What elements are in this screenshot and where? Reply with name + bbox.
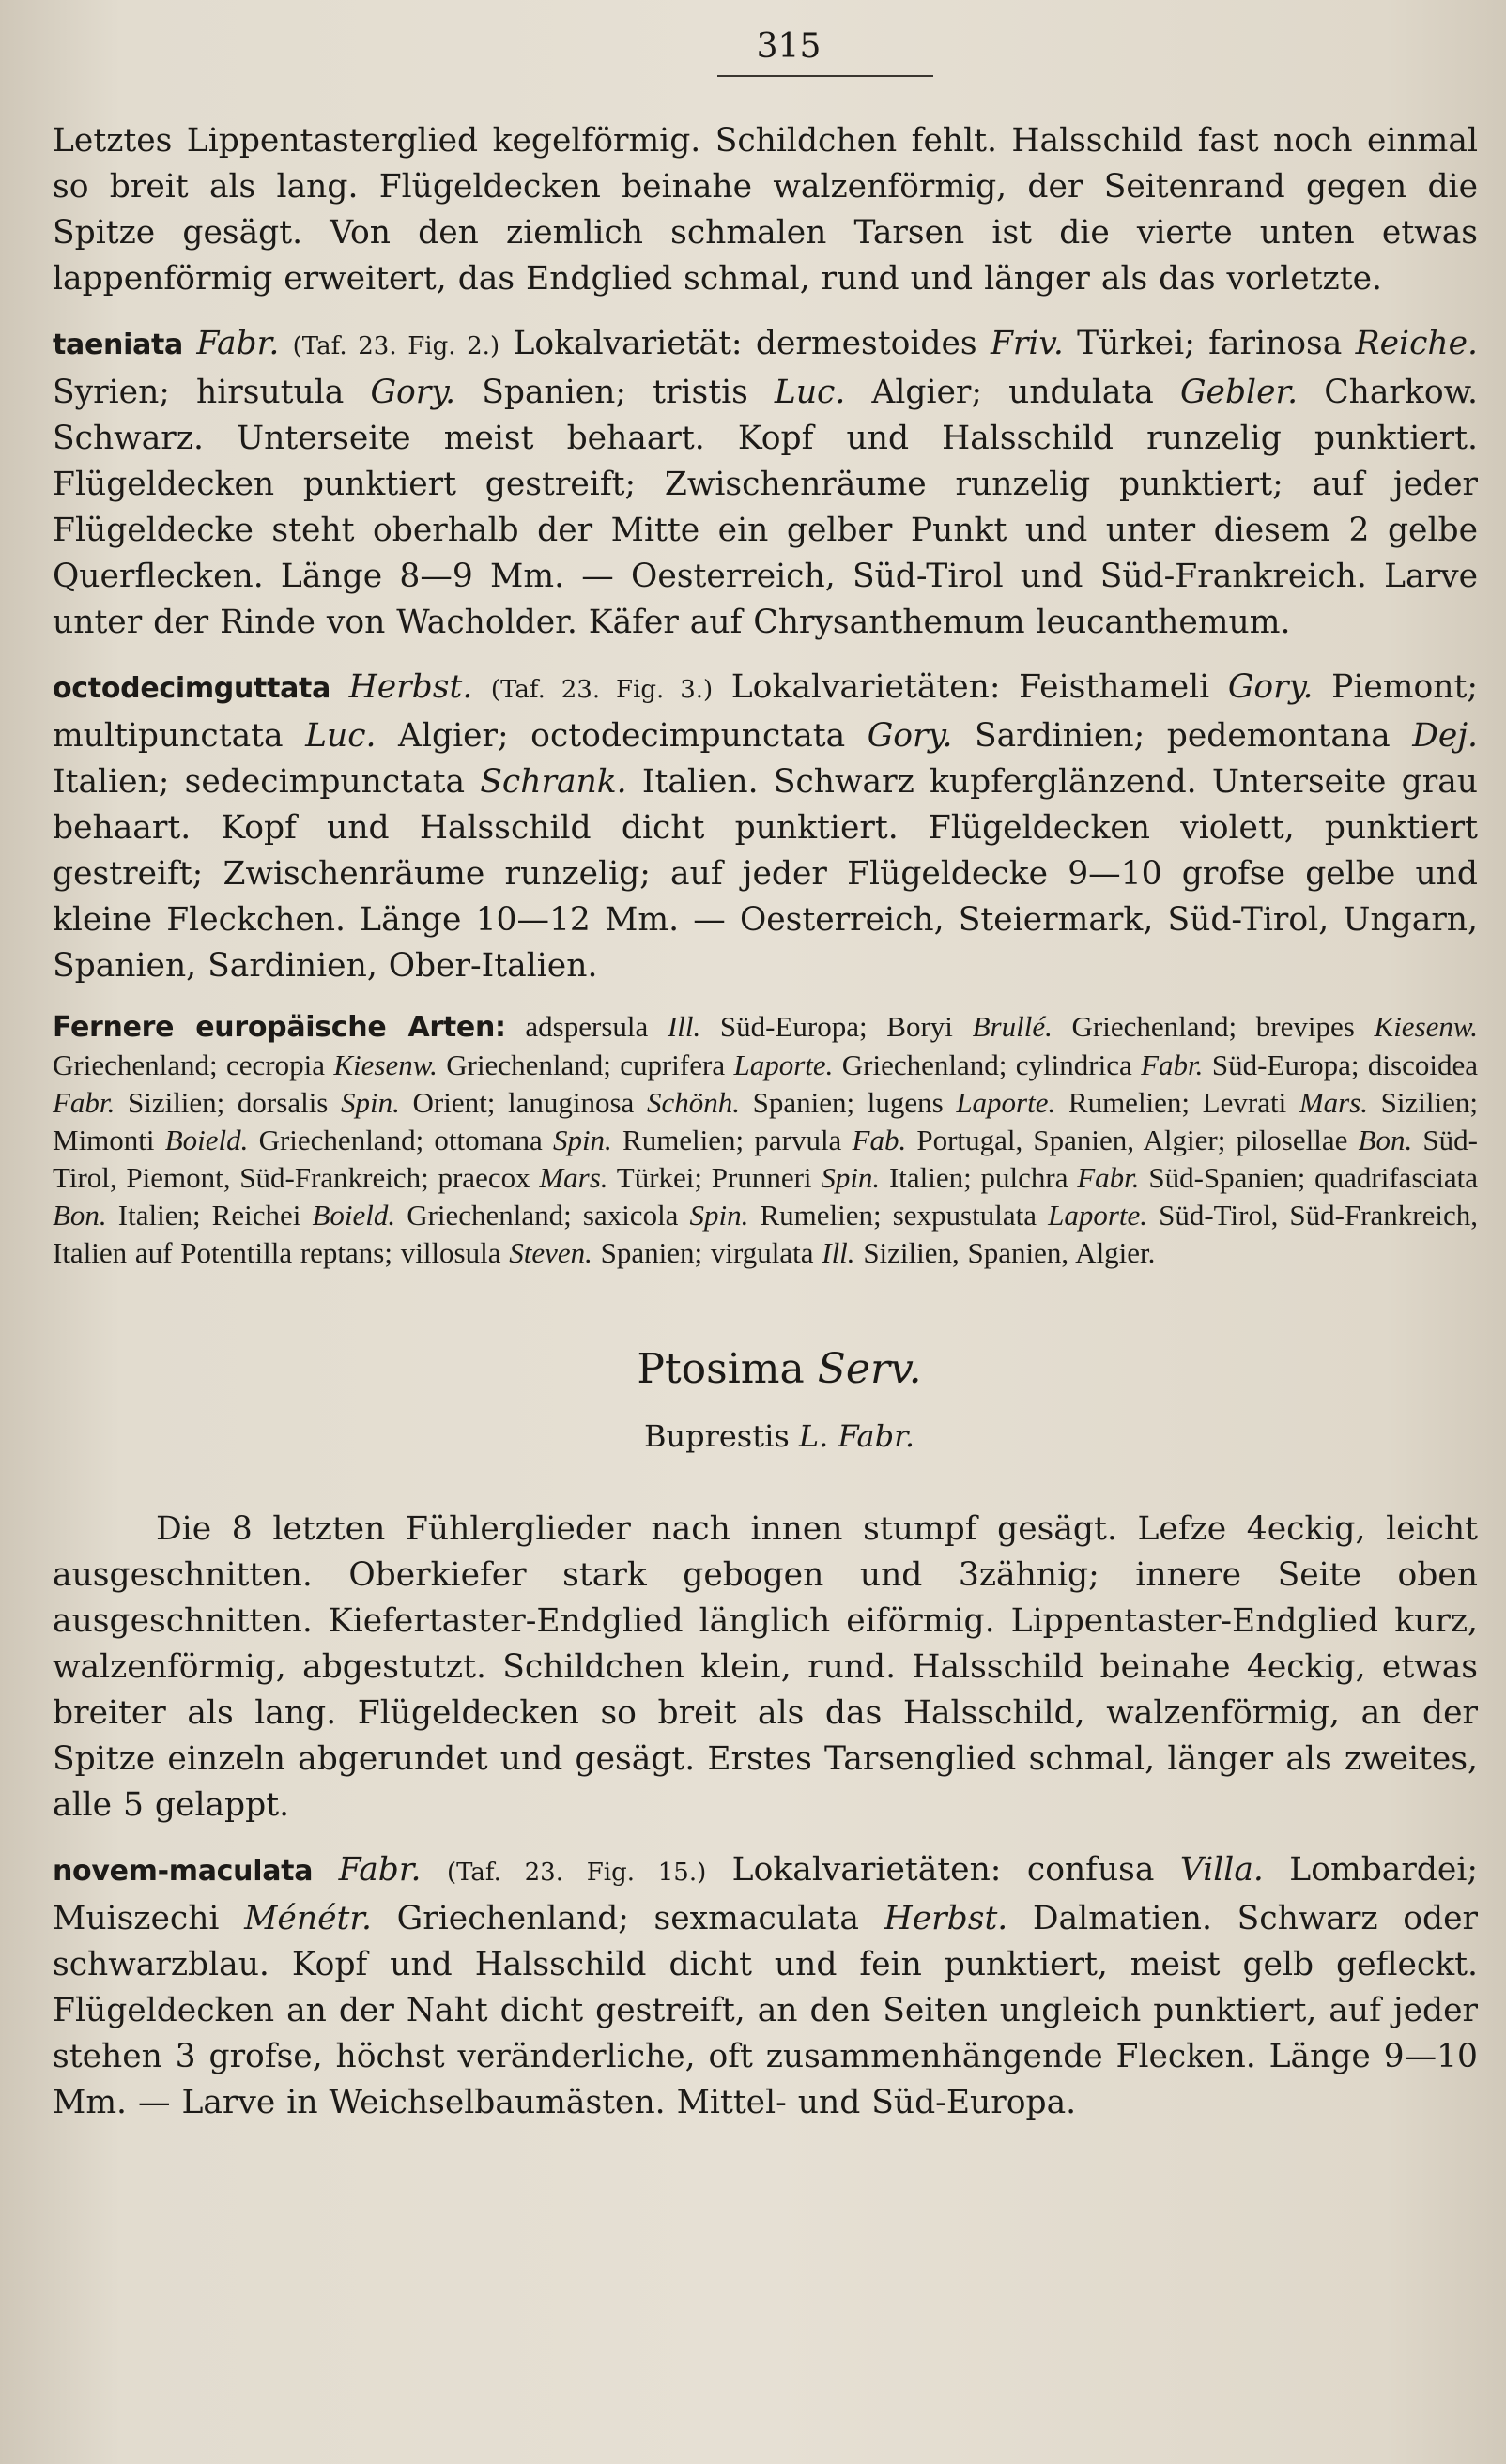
- list-text-segment: Sizilien; dorsalis: [115, 1086, 342, 1119]
- text-segment: Algier; undulata: [845, 374, 1180, 411]
- species-entry-octodecimguttata: [53, 665, 1478, 989]
- list-text-segment: Spanien; lugens: [739, 1086, 957, 1119]
- list-text-segment: Süd-Tirol, Piemont, Süd-Frankreich; praecox: [53, 1124, 1478, 1194]
- list-text-segment: Griechenland; cuprifera: [437, 1048, 734, 1081]
- list-text-segment: Italien; Reichei: [106, 1199, 313, 1232]
- author-name: Gory.: [867, 717, 953, 755]
- list-text-segment: Rumelien; parvula: [611, 1124, 853, 1156]
- list-author-name: Fab.: [852, 1124, 907, 1156]
- author-name: Gebler.: [1179, 374, 1299, 411]
- list-author-name: Fabr.: [1077, 1161, 1140, 1194]
- author-name: Gory.: [1227, 668, 1314, 706]
- genus-author: Serv.: [817, 1345, 922, 1393]
- species-entry-novem-maculata: [53, 1847, 1478, 2126]
- list-text-segment: Rumelien; sexpustulata: [748, 1199, 1049, 1232]
- plate-reference: (Taf. 23. Fig. 15.): [446, 1859, 707, 1887]
- text-segment: Türkei; farinosa: [1063, 325, 1356, 362]
- plate-reference: (Taf. 23. Fig. 2.): [292, 332, 500, 360]
- text-segment: Dalmatien. Schwarz oder schwarzblau. Kopf und Halsschild dicht und fein punktiert, meist gelb gefleckt. Flügeldecken an der Naht dicht gestreift, an den Seiten ungleich punktiert, auf jeder stehen 3 grofse, höchst veränderliche, oft zusammenhängende Flecken. Länge 9—10 Mm. — Larve in Weichselbaumästen. Mittel- und Süd-Europa.: [53, 1900, 1478, 2121]
- page-number: 315: [756, 27, 822, 66]
- list-text-segment: adspersula: [505, 1010, 668, 1043]
- list-author-name: Spin.: [689, 1199, 749, 1232]
- author-name: Friv.: [990, 325, 1064, 362]
- text-segment: Italien. Schwarz kupferglänzend. Unterseite grau behaart. Kopf und Halsschild dicht punktiert. Flügeldecken violett, punktiert gestreift; Zwischenräume runzelig; auf jeder Flügeldecke 9—10 grofse gelbe und kleine Fleckchen. Länge 10—12 Mm. — Oesterreich, Steiermark, Süd-Tirol, Ungarn, Spanien, Sardinien, Ober-Italien.: [53, 763, 1478, 985]
- list-author-name: Steven.: [509, 1236, 592, 1269]
- species-author: Fabr.: [196, 325, 280, 362]
- list-author-name: Brullé.: [972, 1010, 1053, 1043]
- text-segment: Sardinien; pedemontana: [952, 717, 1413, 755]
- list-author-name: Fabr.: [53, 1086, 115, 1119]
- list-items: [53, 1010, 1478, 1269]
- list-author-name: Laporte.: [733, 1048, 834, 1081]
- list-text-segment: Süd-Spanien; quadrifasciata: [1139, 1161, 1478, 1194]
- list-text-segment: Portugal, Spanien, Algier; pilosellae: [906, 1124, 1359, 1156]
- text-segment: Lokalvarietät: dermestoides: [499, 325, 991, 362]
- list-author-name: Laporte.: [956, 1086, 1056, 1119]
- author-name: Luc.: [305, 717, 376, 755]
- species-author: Herbst.: [348, 668, 473, 706]
- list-text-segment: Griechenland; cylindrica: [833, 1048, 1142, 1081]
- list-text-segment: Süd-Europa; Boryi: [700, 1010, 973, 1043]
- header-rule: [717, 75, 933, 77]
- synonym-author: L. Fabr.: [798, 1418, 915, 1454]
- list-text-segment: Spanien; virgulata: [592, 1236, 822, 1269]
- list-text-segment: Griechenland; cecropia: [53, 1048, 334, 1081]
- genus-description: Die 8 letzten Fühlerglieder nach innen stumpf gesägt. Lefze 4eckig, leicht ausgeschnitten. Oberkiefer stark gebogen und 3zähnig; innere Seite oben ausgeschnitten. Kiefertaster-Endglied länglich eiförmig. Lippentaster-Endglied kurz, walzenförmig, abgestutzt. Schildchen klein, rund. Halsschild beinahe 4eckig, etwas breiter als lang. Flügeldecken so breit als das Halsschild, walzenförmig, an der Spitze einzeln abgerundet und gesägt. Erstes Tarsenglied schmal, länger als zweites, alle 5 gelappt.: [53, 1510, 1478, 1824]
- list-author-name: Spin.: [552, 1124, 612, 1156]
- intro-paragraph: Letztes Lippentasterglied kegelförmig. Schildchen fehlt. Halsschild fast noch einmal so breit als lang. Flügeldecken beinahe walzenförmig, der Seitenrand gegen die Spitze gesägt. Von den ziemlich schmalen Tarsen ist die vierte unten etwas lappenförmig erweitert, das Endglied schmal, rund und länger als das vorletzte.: [53, 122, 1478, 298]
- list-heading: Fernere europäische Arten:: [53, 1011, 506, 1044]
- text-segment: Sizilien, Spanien, Algier.: [854, 1236, 1156, 1269]
- species-entry-taeniata: [53, 321, 1478, 646]
- list-text-segment: Griechenland; brevipes: [1052, 1010, 1375, 1043]
- text-segment: Algier; octodecimpunctata: [376, 717, 868, 755]
- plate-reference: (Taf. 23. Fig. 3.): [490, 676, 714, 704]
- list-author-name: Bon.: [1358, 1124, 1413, 1156]
- list-text-segment: Griechenland; saxicola: [395, 1199, 690, 1232]
- list-author-name: Fabr.: [1141, 1048, 1204, 1081]
- genus-name: Ptosima: [637, 1345, 805, 1393]
- species-name: octodecimguttata: [53, 672, 331, 705]
- list-author-name: Ill.: [822, 1236, 855, 1269]
- author-name: Ménétr.: [244, 1900, 373, 1937]
- list-text-segment: Süd-Tirol, Süd-Frankreich, Italien auf Potentilla reptans; villosula: [53, 1199, 1478, 1269]
- list-author-name: Kiesenw.: [333, 1048, 438, 1081]
- genus-title: [53, 1345, 1478, 1394]
- text-segment: Italien; sedecimpunctata: [53, 763, 481, 801]
- list-author-name: Boield.: [312, 1199, 396, 1232]
- text-segment: Piemont; multipunctata: [53, 668, 1478, 755]
- list-text-segment: Italien; pulchra: [880, 1161, 1078, 1194]
- genus-synonym: [53, 1418, 1478, 1454]
- species-author: Fabr.: [338, 1851, 422, 1889]
- list-author-name: Kiesenw.: [1374, 1010, 1479, 1043]
- list-text-segment: Süd-Europa; discoidea: [1203, 1048, 1478, 1081]
- author-name: Reiche.: [1355, 325, 1479, 362]
- text-segment: Lokalvarietäten: confusa: [706, 1851, 1180, 1889]
- synonym-name: Buprestis: [643, 1418, 790, 1454]
- author-name: Gory.: [370, 374, 456, 411]
- list-text-segment: Rumelien; Levrati: [1055, 1086, 1299, 1119]
- list-author-name: Laporte.: [1048, 1199, 1148, 1232]
- species-name: novem-maculata: [53, 1855, 314, 1888]
- list-text-segment: Sizilien; Mimonti: [53, 1086, 1478, 1156]
- list-author-name: Mars.: [1299, 1086, 1369, 1119]
- list-text-segment: Griechenland; ottomana: [248, 1124, 553, 1156]
- list-author-name: Schönh.: [646, 1086, 740, 1119]
- further-species-list: [53, 1008, 1478, 1272]
- list-author-name: Bon.: [53, 1199, 107, 1232]
- text-segment: Lombardei; Muiszechi: [53, 1851, 1479, 1937]
- text-segment: Lokalvarietäten: Feisthameli: [713, 668, 1228, 706]
- list-author-name: Boield.: [164, 1124, 249, 1156]
- list-author-name: Ill.: [667, 1010, 701, 1043]
- species-name: taeniata: [53, 329, 184, 361]
- list-author-name: Spin.: [821, 1161, 881, 1194]
- author-name: Herbst.: [884, 1900, 1008, 1937]
- text-segment: Spanien; tristis: [455, 374, 775, 411]
- text-segment: Griechenland; sexmaculata: [372, 1900, 884, 1937]
- author-name: Schrank.: [480, 763, 627, 801]
- author-name: Villa.: [1179, 1851, 1264, 1889]
- author-name: Luc.: [774, 374, 846, 411]
- text-segment: Syrien; hirsutula: [53, 374, 371, 411]
- author-name: Dej.: [1412, 717, 1479, 755]
- list-text-segment: Türkei; Prunneri: [607, 1161, 822, 1194]
- list-author-name: Spin.: [341, 1086, 400, 1119]
- list-text-segment: Orient; lanuginosa: [399, 1086, 647, 1119]
- list-author-name: Mars.: [539, 1161, 608, 1194]
- text-segment: Charkow. Schwarz. Unterseite meist behaart. Kopf und Halsschild runzelig punktiert. Flügeldecken punktiert gestreift; Zwischenräume runzelig punktiert; auf jeder Flügeldecke steht oberhalb der Mitte ein gelber Punkt und unter diesem 2 gelbe Querflecken. Länge 8—9 Mm. — Oesterreich, Süd-Tirol und Süd-Frankreich. Larve unter der Rinde von Wacholder. Käfer auf Chrysanthemum leucanthemum.: [53, 374, 1478, 641]
